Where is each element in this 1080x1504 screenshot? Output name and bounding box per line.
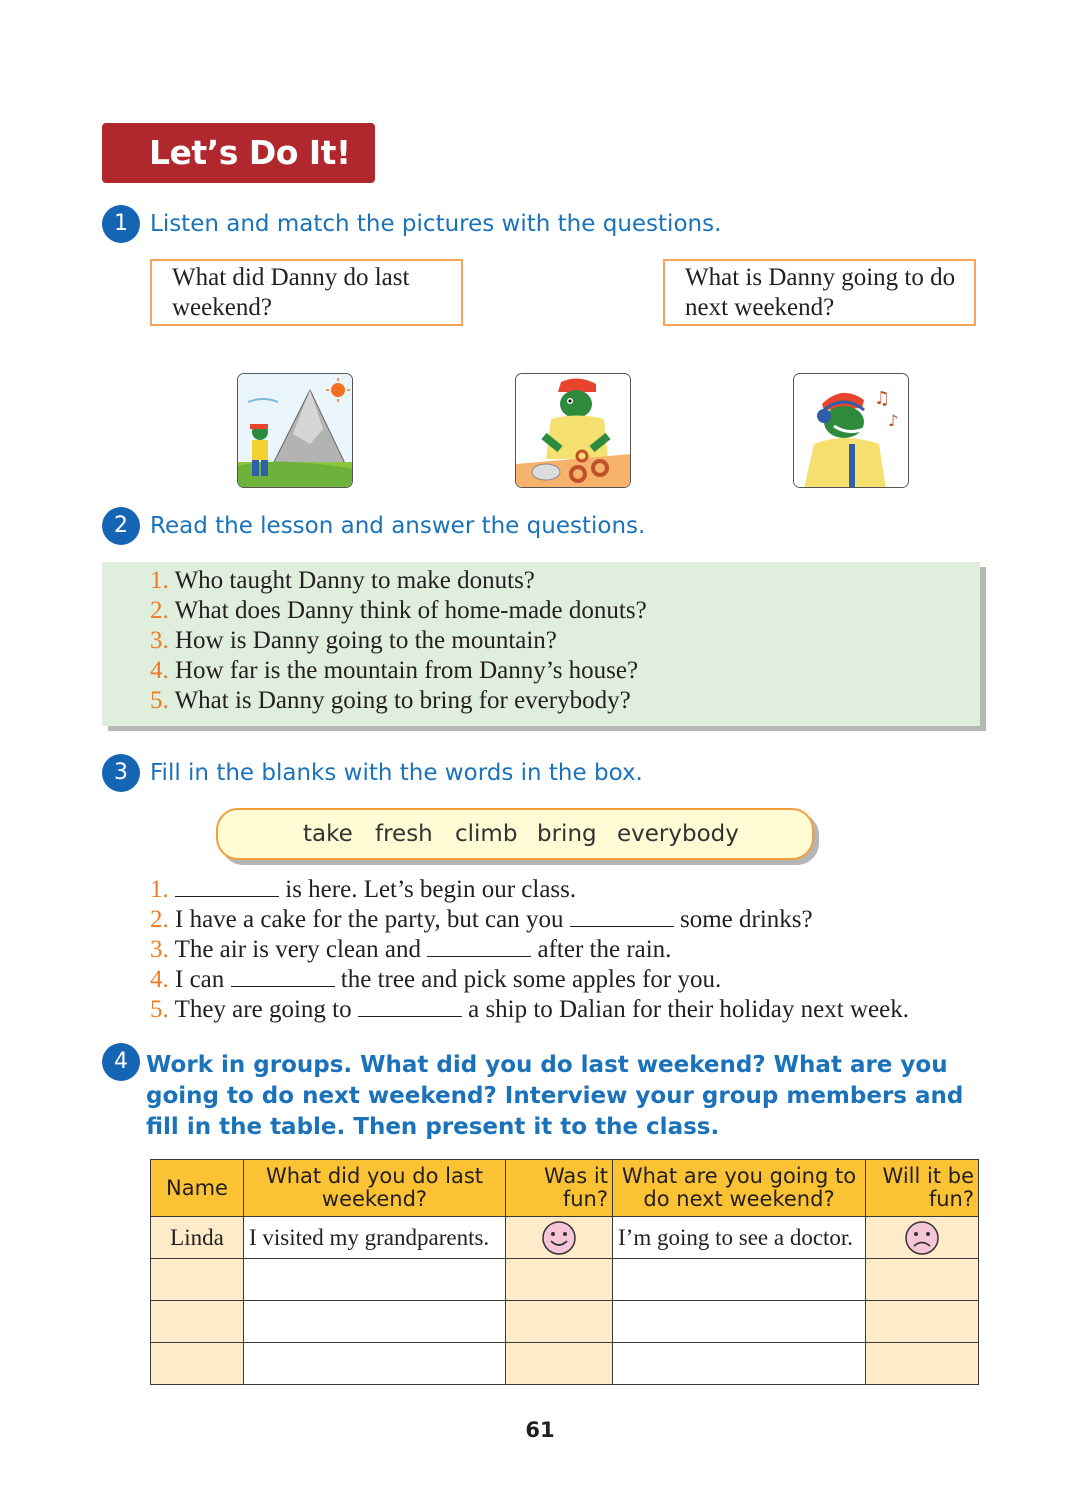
svg-text:♪: ♪ [888,411,899,430]
cell-empty[interactable] [613,1259,866,1301]
cell-last-weekend: I visited my grandparents. [244,1217,506,1259]
section-3-title: Fill in the blanks with the words in the box. [150,760,643,786]
section-2-title: Read the lesson and answer the questions. [150,513,646,539]
section-4-number: 4 [102,1043,140,1081]
blank-line[interactable] [175,875,279,897]
question-box-next-weekend: What is Danny going to do next weekend? [663,259,976,326]
header-will-be-fun: Will it be fun? [866,1160,979,1217]
section-2-number: 2 [102,507,140,545]
list-item: 5. They are going to a ship to Dalian for their holiday next week. [150,996,909,1023]
blank-line[interactable] [427,935,531,957]
cell-will-be-fun [866,1217,979,1259]
cell-empty[interactable] [151,1301,244,1343]
list-item: 4. I can the tree and pick some apples for you. [150,966,722,993]
lets-do-it-banner: Let’s Do It! [102,123,375,183]
cell-empty[interactable] [151,1343,244,1385]
smiley-face-icon [541,1220,577,1256]
cell-empty[interactable] [506,1301,613,1343]
cell-empty[interactable] [506,1343,613,1385]
svg-text:♫: ♫ [874,388,891,409]
section-1-title: Listen and match the pictures with the questions. [150,211,722,237]
table-row [151,1217,979,1259]
mountain-hike-picture [237,373,353,488]
cell-was-fun [506,1217,613,1259]
table-row [151,1343,979,1385]
list-item: 5. What is Danny going to bring for everybody? [150,687,631,714]
cell-empty[interactable] [866,1259,979,1301]
header-next-weekend: What are you going to do next weekend? [613,1160,866,1217]
cell-empty[interactable] [613,1301,866,1343]
word-fresh: fresh [375,821,433,847]
section-4-title: Work in groups. What did you do last weekend? What are you going to do next weekend? Interview your group members and fill in the table. Then present it to the class. [146,1052,964,1140]
table-row [151,1301,979,1343]
blank-line[interactable] [358,995,462,1017]
table-row [151,1259,979,1301]
cell-empty[interactable] [613,1343,866,1385]
section-3-number: 3 [102,754,140,792]
word-bring: bring [537,821,597,847]
cell-empty[interactable] [244,1301,506,1343]
list-item: 2. I have a cake for the party, but can you some drinks? [150,906,813,933]
list-item: 2. What does Danny think of home-made donuts? [150,597,647,624]
word-everybody: everybody [617,821,739,847]
list-item: 3. How is Danny going to the mountain? [150,627,557,654]
list-item: 1. is here. Let’s begin our class. [150,876,577,903]
listening-music-picture [793,373,909,488]
making-donuts-picture [515,373,631,488]
page-number: 61 [525,1418,555,1442]
cell-empty[interactable] [506,1259,613,1301]
question-box-last-weekend: What did Danny do last weekend? [150,259,463,326]
header-last-weekend: What did you do last weekend? [244,1160,506,1217]
blank-line[interactable] [570,905,674,927]
blank-line[interactable] [231,965,335,987]
sad-face-icon [904,1220,940,1256]
header-name: Name [151,1160,244,1217]
fill-blanks-list [150,875,909,1025]
cell-empty[interactable] [244,1343,506,1385]
cell-empty[interactable] [244,1259,506,1301]
word-box [216,808,814,860]
cell-name: Linda [151,1217,244,1259]
word-climb: climb [455,821,518,847]
list-item: 4. How far is the mountain from Danny’s house? [150,657,639,684]
cell-empty[interactable] [866,1301,979,1343]
cell-empty[interactable] [151,1259,244,1301]
cell-next-weekend: I’m going to see a doctor. [613,1217,866,1259]
list-item: 1. Who taught Danny to make donuts? [150,567,535,594]
header-was-fun: Was it fun? [506,1160,613,1217]
lesson-questions-list [150,566,647,716]
interview-table [150,1159,979,1385]
table-header-row [151,1160,979,1217]
section-1-number: 1 [102,205,140,243]
word-take: take [303,821,353,847]
list-item: 3. The air is very clean and after the rain. [150,936,672,963]
cell-empty[interactable] [866,1343,979,1385]
